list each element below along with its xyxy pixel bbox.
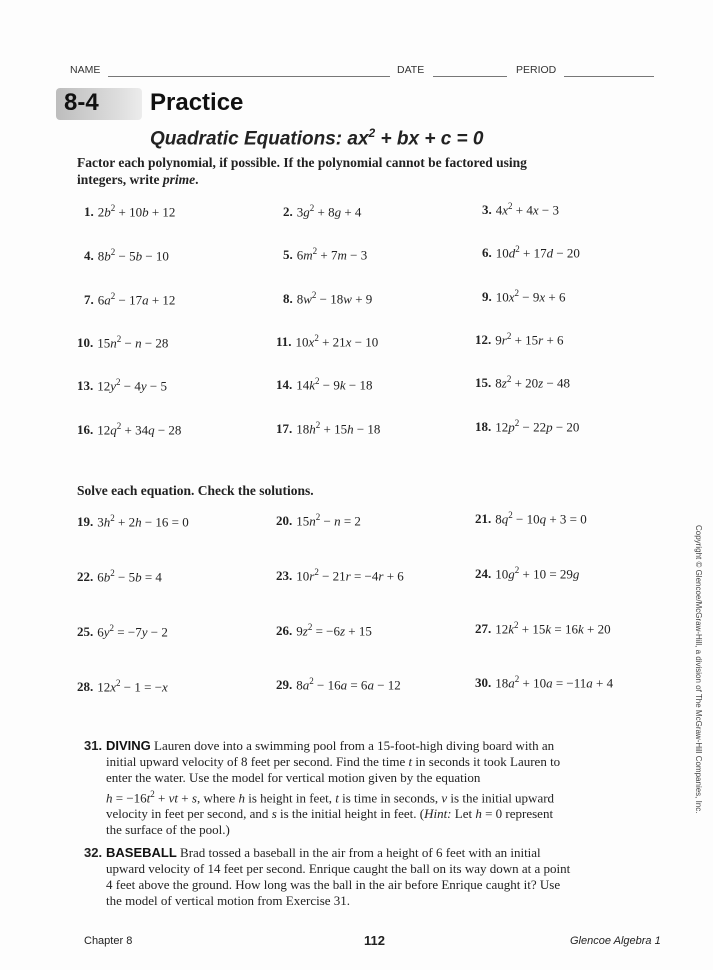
lesson-number: 8-4 [64, 89, 99, 116]
problem-15: 15. $8z^2 + 20z - 48$ [475, 374, 571, 391]
lesson-title: Practice [150, 89, 244, 116]
problem-1: 1. $2b^2 + 10b + 12$ [84, 203, 176, 220]
problem-18: 18. $12p^2 - 22p - 20$ [475, 418, 580, 435]
problem-16: 16. $12q^2 + 34q - 28$ [77, 421, 182, 438]
problem-10: 10. $15n^2 - n - 28$ [77, 334, 169, 351]
problem-26: 26. $9z^2 = -6z + 15$ [276, 622, 372, 639]
problem-12: 12. $9r^2 + 15r + 6$ [475, 331, 564, 348]
problem-24: 24. $10g^2 + 10 = 29g$ [475, 565, 580, 582]
page-number: 112 [364, 933, 385, 948]
word-problem-31: 31. DIVING Lauren dove into a swimming pool from a 15-foot-high diving board with an initial upward velocity of 8 feet per second. Find the time t in seconds it took Lauren to enter the water. Use the model for vertical motion given by the equation $h = -16t^2$ + vt + s, where h is height in feet, t is time in seconds, v is the initial upward velocity in feet per second, and s is the initial height in feet. (Hint: Let h = 0 represent the surface of the pool.) [84, 738, 561, 838]
problem-19: 19. $3h^2 + 2h - 16 = 0$ [77, 513, 189, 530]
problem-14: 14. $14k^2 - 9k - 18$ [276, 376, 373, 393]
problem-9: 9. $10x^2 - 9x + 6$ [482, 288, 566, 305]
problem-4: 4. $8b^2 - 5b - 10$ [84, 247, 169, 264]
footer-book-title: Glencoe Algebra 1 [570, 935, 661, 947]
name-label: NAME [70, 64, 101, 76]
problem-2: 2. $3g^2 + 8g + 4$ [283, 203, 362, 220]
problem-25: 25. $6y^2 = -7y - 2$ [77, 623, 168, 640]
problem-20: 20. $15n^2 - n = 2$ [276, 512, 361, 529]
copyright-notice: Copyright © Glencoe/McGraw-Hill, a division of The McGraw-Hill Companies, Inc. [694, 525, 703, 814]
problem-7: 7. $6a^2 - 17a + 12$ [84, 291, 176, 308]
lesson-subtitle: Quadratic Equations: $ax^2$ + bx + c = 0 [150, 126, 484, 150]
period-label: PERIOD [516, 64, 557, 76]
problem-21: 21. $8q^2 - 10q + 3 = 0$ [475, 510, 587, 527]
problem-27: 27. $12k^2 + 15k = 16k + 20$ [475, 620, 611, 637]
problem-13: 13. $12y^2 - 4y - 5$ [77, 377, 167, 394]
problem-28: 28. $12x^2 - 1 = -x$ [77, 678, 168, 695]
problem-30: 30. $18a^2 + 10a = -11a + 4$ [475, 674, 614, 691]
problem-29: 29. $8a^2 - 16a = 6a - 12$ [276, 676, 401, 693]
problem-17: 17. $18h^2 + 15h - 18$ [276, 420, 381, 437]
name-line [108, 76, 390, 77]
date-label: DATE [397, 64, 425, 76]
section2-instructions: Solve each equation. Check the solutions. [77, 483, 314, 498]
period-line [564, 76, 654, 77]
footer-chapter: Chapter 8 [84, 935, 133, 947]
problem-8: 8. $8w^2 - 18w + 9$ [283, 290, 373, 307]
word-problem-32: 32. BASEBALL Brad tossed a baseball in the air from a height of 6 feet with an initial upward velocity of 14 feet per second. Enrique caught the ball on its way down at a point 4 feet above the ground. How long was the ball in the air before Enrique caught it? Use the model of vertical motion from Exercise 31. [84, 845, 571, 908]
section1-instructions: Factor each polynomial, if possible. If the polynomial cannot be factored using integers, write prime. [77, 155, 527, 187]
problem-6: 6. $10d^2 + 17d - 20$ [482, 244, 580, 261]
problem-5: 5. $6m^2 + 7m - 3$ [283, 246, 368, 263]
problem-23: 23. $10r^2 - 21r = -4r + 6$ [276, 567, 404, 584]
date-line [433, 76, 507, 77]
problem-22: 22. $6b^2 - 5b = 4$ [77, 568, 162, 585]
problem-3: 3. $4x^2 + 4x - 3$ [482, 201, 559, 218]
problem-11: 11. $10x^2 + 21x - 10$ [276, 333, 379, 350]
